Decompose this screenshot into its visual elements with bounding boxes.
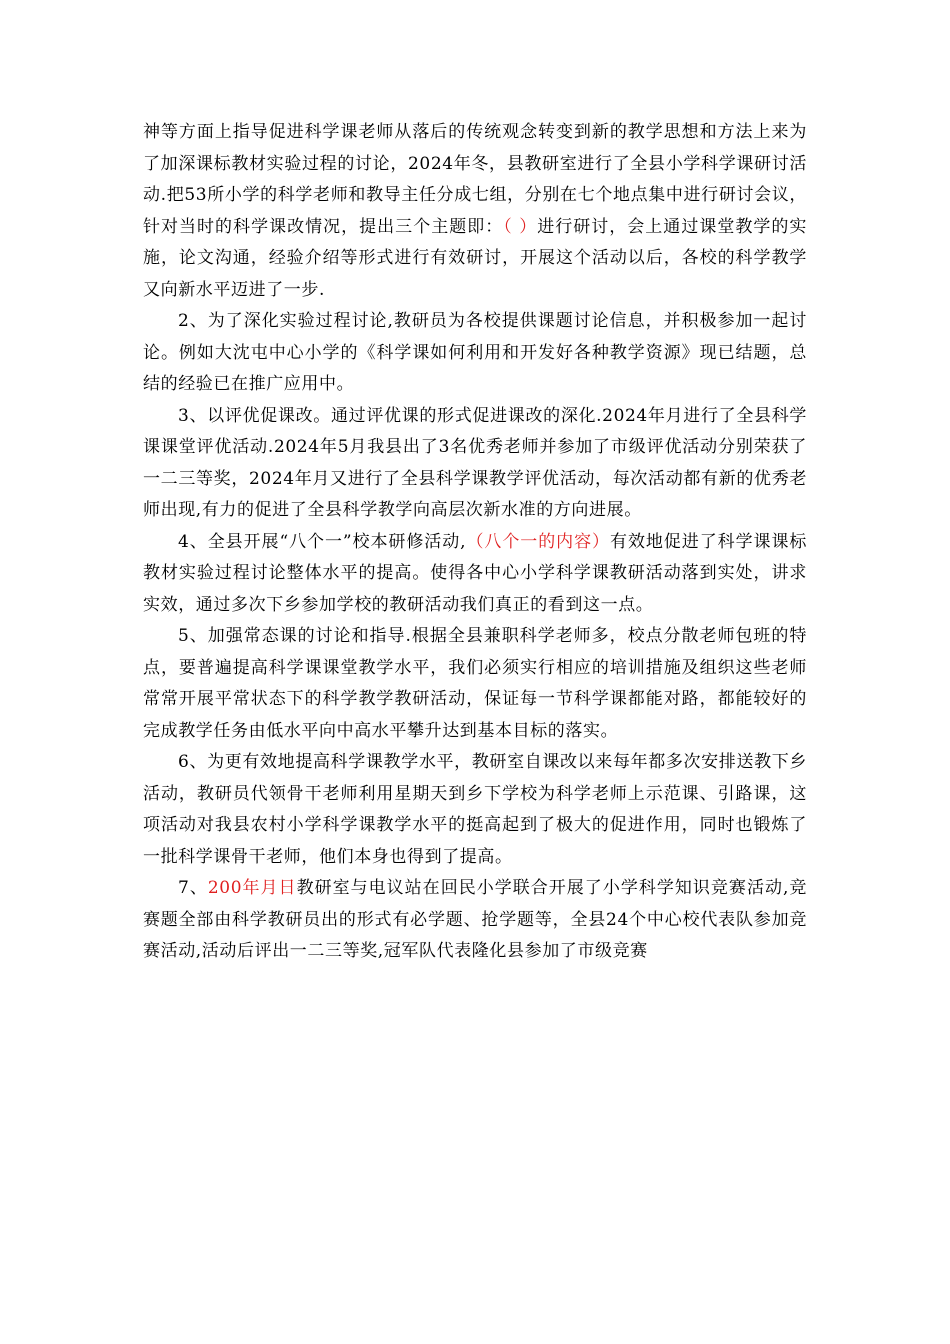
paragraph-item-5 <box>143 621 807 747</box>
paragraph-item-3 <box>143 401 807 527</box>
paragraph-text: 5、加强常态课的讨论和指导.根据全县兼职科学老师多，校点分散老师包班的特点，要普遍提高科学课课堂教学水平，我们必须实行相应的培训措施及组织这些老师常常开展平常状态下的科学教学教研活动，保证每一节科学课都能对路，都能较好的完成教学任务由低水平向中高水平攀升达到基本目标的落实。 <box>143 626 807 741</box>
highlighted-date-placeholder: 200年月日 <box>207 878 297 898</box>
highlighted-placeholder: （八个一的内容） <box>466 531 610 552</box>
paragraph-text: 2、为了深化实验过程讨论,教研员为各校提供课题讨论信息，并积极参加一起讨论。例如大沈屯中心小学的《科学课如何利用和开发好各种教学资源》现已结题，总结的经验已在推广应用中。 <box>143 311 807 394</box>
highlighted-placeholder: （ ） <box>503 216 538 237</box>
paragraph-item-2 <box>143 306 807 401</box>
paragraph-text: 3、以评优促课改。通过评优课的形式促进课改的深化.2024年月进行了全县科学课课堂评优活动.2024年5月我县出了3名优秀老师并参加了市级评优活动分别荣获了一二三等奖，2024年月又进行了全县科学课教学评优活动，每次活动都有新的优秀老师出现,有力的促进了全县科学教学向高层次新水准的方向进展。 <box>143 405 807 520</box>
paragraph-text: 6、为更有效地提高科学课教学水平，教研室自课改以来每年都多次安排送教下乡活动，教研员代领骨干老师利用星期天到乡下学校为科学老师上示范课、引路课，这项活动对我县农村小学科学课教学水平的挺高起到了极大的促进作用，同时也锻炼了一批科学课骨干老师，他们本身也得到了提高。 <box>143 752 807 867</box>
paragraph-text: 教研室与电议站在回民小学联合开展了小学科学知识竞赛活动,竞赛题全部由科学教研员出的形式有必学题、抢学题等，全县24个中心校代表队参加竞赛活动,活动后评出一二三等奖,冠军队代表隆化县参加了市级竞赛 <box>143 878 807 961</box>
paragraph-text: 神等方面上指导促进科学课老师从落后的传统观念转变到新的教学思想和方法上来为了加深课标教材实验过程的讨论，2024年冬，县教研室进行了全县小学科学课研讨活动.把53所小学的科学老师和教导主任分成七组，分别在七个地点集中进行研讨会议，针对当时的科学课改情况，提出三个主题即： <box>143 122 807 237</box>
paragraph-text: 有效地促进了科学课课标教材实验过程讨论整体水平的提高。使得各中心小学科学课教研活动落到实处，讲求实效，通过多次下乡参加学校的教研活动我们真正的看到这一点。 <box>143 531 807 615</box>
paragraph-item-6 <box>143 747 807 873</box>
paragraph-item-4 <box>143 527 807 622</box>
paragraph-text: 4、全县开展“八个一”校本研修活动, <box>178 531 467 552</box>
paragraph-text: 进行研讨，会上通过课堂教学的实施，论文沟通，经验介绍等形式进行有效研讨，开展这个活动以后，各校的科学教学又向新水平迈进了一步. <box>143 216 808 300</box>
paragraph-text: 7、 <box>178 878 208 898</box>
paragraph-item-7 <box>143 873 807 968</box>
document-page <box>143 117 807 968</box>
paragraph-intro-continued <box>143 117 807 306</box>
